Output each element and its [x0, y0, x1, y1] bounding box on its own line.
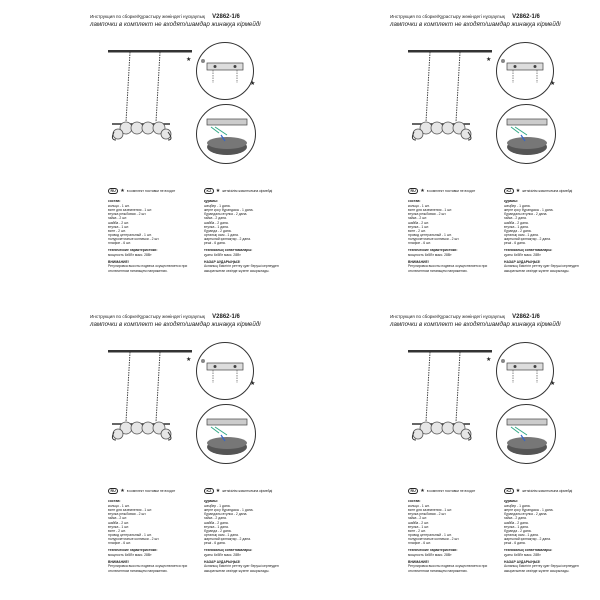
- sheet-header: [90, 14, 295, 27]
- parts-list-item: реші - 6 дана.: [204, 241, 226, 246]
- ru-note: в комплект поставки не входят: [426, 489, 476, 493]
- header-title: Инструкция по сборке/Құрастыру жөніндегі нұсқаулық: [390, 314, 505, 319]
- kz-column: [504, 188, 592, 273]
- header-subtitle: лампочки в комплект не входят/шамдар жинаққа кірмейді: [90, 320, 261, 328]
- kz-section-title: құрамы:: [204, 499, 219, 504]
- header-title: Инструкция по сборке/Құрастыру жөніндегі нұсқаулық: [90, 314, 205, 319]
- parts-list-item: винт - 2 шт.: [108, 528, 126, 533]
- parts-list-item: шеңбер - 1 дана.: [204, 504, 231, 509]
- parts-list-item: гайка - 2 дана.: [504, 216, 527, 221]
- parts-list-item: втулка - 1 дана.: [204, 224, 229, 229]
- kz-column: [504, 488, 592, 573]
- header-subtitle: лампочки в комплект не входят/шамдар жинаққа кірмейді: [390, 20, 561, 28]
- ru-section-title: состав:: [108, 499, 121, 504]
- kz-parts-list: [504, 504, 592, 545]
- parts-list-item: жартылай қалпақтар - 2 дана.: [504, 236, 551, 241]
- star-icon: ★: [215, 188, 221, 195]
- ru-badge: RU: [408, 488, 418, 494]
- kz-column: [204, 188, 292, 273]
- kz-warning-title: НАЗАР АУДАРЫҢЫЗ!: [504, 260, 541, 265]
- parts-list-item: полурозеточные колпачки - 2 шт.: [108, 236, 160, 241]
- mounting-bracket-detail: [196, 342, 254, 400]
- parts-list-item: жерге қосу бұрандасы - 1 дана.: [204, 208, 254, 213]
- parts-list-item: провод центральный - 1 шт.: [108, 532, 152, 537]
- parts-list-item: гайка - 2 шт.: [408, 516, 428, 521]
- ru-note: в комплект поставки не входят: [126, 189, 176, 193]
- parts-list-item: плафон - 6 шт.: [408, 541, 431, 546]
- star-marker-icon: ★: [186, 357, 192, 363]
- kz-note: жеткізілім жиынтығына кірмейді: [522, 189, 573, 193]
- ru-warning-text: Регулировка высоты подвеса осуществляется при отключенном питающем напряжении.: [408, 564, 488, 573]
- parts-list-item: шайба - 2 шт.: [108, 520, 129, 525]
- parts-list-item: бұрандалы втулка - 2 дана.: [504, 212, 548, 217]
- parts-list-item: втулка - 1 шт.: [408, 524, 430, 529]
- parts-list-item: втулка - 1 дана.: [504, 524, 529, 529]
- ru-note: в комплект поставки не входят: [126, 489, 176, 493]
- ru-column: [408, 488, 496, 573]
- parts-list-item: шайба - 2 дана.: [204, 520, 229, 525]
- ru-column: [108, 188, 196, 273]
- parts-list-item: гайка - 2 шт.: [108, 516, 128, 521]
- parts-list-item: жерге қосу бұрандасы - 1 дана.: [504, 508, 554, 513]
- parts-list-item: винт - 2 шт.: [408, 528, 426, 533]
- mounting-bracket-detail: [496, 42, 554, 100]
- ru-parts-list: [108, 204, 196, 245]
- parts-list-item: провод центральный - 1 шт.: [108, 232, 152, 237]
- ru-section-title: состав:: [408, 499, 421, 504]
- parts-list-item: винт для заземления - 1 шт.: [108, 208, 153, 213]
- kz-warning-text: Аспаның биіктігін реттеу қуат беруші кернеуден ажыратылған кезінде жүзеге асырылады.: [504, 564, 579, 573]
- parts-list-item: шайба - 2 дана.: [504, 520, 529, 525]
- chandelier-illustration: [400, 40, 500, 180]
- canopy-assembly-detail: [196, 104, 256, 164]
- parts-list-item: полурозеточные колпачки - 2 шт.: [108, 536, 160, 541]
- ru-spec-value: мощность 6х5Вт макс. 28Вт: [408, 253, 452, 258]
- parts-list-item: втулка - 1 шт.: [408, 224, 430, 229]
- model-number: V2862-1/6: [512, 14, 540, 20]
- parts-list-item: бұранда - 2 дана.: [504, 228, 532, 233]
- kz-warning-title: НАЗАР АУДАРЫҢЫЗ!: [504, 560, 541, 565]
- ru-parts-list: [408, 504, 496, 545]
- parts-list-item: бұранда - 2 дана.: [504, 528, 532, 533]
- parts-list-item: полурозеточные колпачки - 2 шт.: [408, 236, 460, 241]
- parts-list-item: реші - 6 дана.: [204, 541, 226, 546]
- header-subtitle: лампочки в комплект не входят/шамдар жинаққа кірмейді: [390, 320, 561, 328]
- kz-note: жеткізілім жиынтығына кірмейді: [222, 489, 273, 493]
- parts-list-item: винт - 2 шт.: [408, 228, 426, 233]
- ru-section-title: состав:: [108, 199, 121, 204]
- ru-spec-title: технические характеристики:: [408, 548, 458, 553]
- parts-list-item: бұрандалы втулка - 2 дана.: [504, 512, 548, 517]
- kz-column: [204, 488, 292, 573]
- sheet-header: [390, 314, 595, 327]
- ru-spec-value: мощность 6х5Вт макс. 28Вт: [108, 553, 152, 558]
- kz-warning-title: НАЗАР АУДАРЫҢЫЗ!: [204, 560, 241, 565]
- kz-badge: KZ: [204, 188, 214, 194]
- header-subtitle: лампочки в комплект не входят/шамдар жинаққа кірмейді: [90, 20, 261, 28]
- parts-list-item: жерге қосу бұрандасы - 1 дана.: [504, 208, 554, 213]
- parts-list-item: кольцо - 1 шт.: [408, 504, 430, 509]
- parts-list-item: шайба - 2 шт.: [408, 220, 429, 225]
- parts-list-item: втулка резьбовая - 2 шт.: [108, 512, 147, 517]
- mounting-bracket-detail: [196, 42, 254, 100]
- parts-list-item: втулка резьбовая - 2 шт.: [108, 212, 147, 217]
- parts-list-item: орталық сым - 1 дана.: [504, 532, 539, 537]
- kz-spec-title: техникалық сипаттамалары:: [204, 248, 253, 253]
- parts-list-item: гайка - 2 дана.: [504, 516, 527, 521]
- chandelier-illustration: [400, 340, 500, 480]
- instruction-sheet: [300, 300, 600, 600]
- parts-list-item: бұрандалы втулка - 2 дана.: [204, 512, 248, 517]
- ru-warning-title: ВНИМАНИЕ!: [408, 560, 429, 565]
- kz-warning-text: Аспаның биіктігін реттеу қуат беруші кернеуден ажыратылған кезінде жүзеге асырылады.: [504, 264, 579, 273]
- ru-badge: RU: [108, 188, 118, 194]
- parts-list-item: винт для заземления - 1 шт.: [408, 208, 453, 213]
- parts-list-item: жартылай қалпақтар - 2 дана.: [204, 536, 251, 541]
- parts-list-item: бұранда - 2 дана.: [204, 528, 232, 533]
- star-marker-icon: ★: [486, 357, 492, 363]
- kz-spec-value: қуаты 6х5Вт макс. 28Вт: [204, 553, 241, 558]
- instruction-sheet: [0, 300, 300, 600]
- parts-list-item: винт для заземления - 1 шт.: [408, 508, 453, 513]
- parts-list-item: кольцо - 1 шт.: [408, 204, 430, 209]
- instruction-sheet: [0, 0, 300, 300]
- parts-list-item: гайка - 2 дана.: [204, 516, 227, 521]
- kz-spec-value: қуаты 6х5Вт макс. 28Вт: [204, 253, 241, 258]
- parts-list-item: винт - 2 шт.: [108, 228, 126, 233]
- parts-list-item: втулка - 1 дана.: [204, 524, 229, 529]
- parts-list-item: гайка - 2 дана.: [204, 216, 227, 221]
- star-marker-icon: ★: [250, 81, 256, 87]
- parts-list-item: бұранда - 2 дана.: [204, 228, 232, 233]
- ru-spec-value: мощность 6х5Вт макс. 28Вт: [408, 553, 452, 558]
- parts-list-item: шеңбер - 1 дана.: [504, 504, 531, 509]
- star-icon: ★: [120, 188, 125, 195]
- star-icon: ★: [420, 188, 425, 195]
- star-icon: ★: [120, 488, 125, 495]
- parts-list-item: плафон - 6 шт.: [408, 241, 431, 246]
- star-icon: ★: [420, 488, 425, 495]
- ru-parts-list: [108, 504, 196, 545]
- kz-spec-title: техникалық сипаттамалары:: [204, 548, 253, 553]
- parts-list-item: втулка резьбовая - 2 шт.: [408, 512, 447, 517]
- sheet-header: [90, 314, 295, 327]
- parts-list-item: провод центральный - 1 шт.: [408, 532, 452, 537]
- ru-spec-title: технические характеристики:: [108, 248, 158, 253]
- parts-list-item: гайка - 2 шт.: [408, 216, 428, 221]
- ru-column: [108, 488, 196, 573]
- parts-list-item: орталық сым - 1 дана.: [204, 532, 239, 537]
- canopy-assembly-detail: [496, 104, 556, 164]
- star-icon: ★: [515, 488, 521, 495]
- kz-badge: KZ: [504, 188, 514, 194]
- star-marker-icon: ★: [550, 381, 556, 387]
- canopy-assembly-detail: [496, 404, 556, 464]
- parts-list-item: провод центральный - 1 шт.: [408, 232, 452, 237]
- model-number: V2862-1/6: [212, 14, 240, 20]
- parts-list-item: бұрандалы втулка - 2 дана.: [204, 212, 248, 217]
- kz-note: жеткізілім жиынтығына кірмейді: [522, 489, 573, 493]
- star-marker-icon: ★: [486, 57, 492, 63]
- parts-list-item: шеңбер - 1 дана.: [504, 204, 531, 209]
- parts-list-item: кольцо - 1 шт.: [108, 204, 130, 209]
- star-marker-icon: ★: [550, 81, 556, 87]
- ru-column: [408, 188, 496, 273]
- parts-list-item: плафон - 6 шт.: [108, 241, 131, 246]
- parts-list-item: втулка резьбовая - 2 шт.: [408, 212, 447, 217]
- parts-list-item: гайка - 2 шт.: [108, 216, 128, 221]
- ru-spec-value: мощность 6х5Вт макс. 28Вт: [108, 253, 152, 258]
- kz-section-title: құрамы:: [204, 199, 219, 204]
- mounting-bracket-detail: [496, 342, 554, 400]
- sheet-header: [390, 14, 595, 27]
- parts-list-item: шеңбер - 1 дана.: [204, 204, 231, 209]
- kz-parts-list: [204, 504, 292, 545]
- ru-warning-title: ВНИМАНИЕ!: [108, 560, 129, 565]
- parts-list-item: орталық сым - 1 дана.: [504, 232, 539, 237]
- kz-warning-title: НАЗАР АУДАРЫҢЫЗ!: [204, 260, 241, 265]
- chandelier-illustration: [100, 340, 200, 480]
- parts-list-item: полурозеточные колпачки - 2 шт.: [408, 536, 460, 541]
- parts-list-item: жартылай қалпақтар - 2 дана.: [504, 536, 551, 541]
- ru-spec-title: технические характеристики:: [408, 248, 458, 253]
- kz-badge: KZ: [504, 488, 514, 494]
- header-title: Инструкция по сборке/Құрастыру жөніндегі нұсқаулық: [90, 14, 205, 19]
- kz-parts-list: [504, 204, 592, 245]
- ru-section-title: состав:: [408, 199, 421, 204]
- parts-list-item: втулка - 1 дана.: [504, 224, 529, 229]
- model-number: V2862-1/6: [512, 314, 540, 320]
- model-number: V2862-1/6: [212, 314, 240, 320]
- instruction-sheet: [300, 0, 600, 300]
- kz-spec-value: қуаты 6х5Вт макс. 28Вт: [504, 553, 541, 558]
- kz-spec-title: техникалық сипаттамалары:: [504, 548, 553, 553]
- header-title: Инструкция по сборке/Құрастыру жөніндегі нұсқаулық: [390, 14, 505, 19]
- kz-parts-list: [204, 204, 292, 245]
- parts-list-item: реші - 6 дана.: [504, 541, 526, 546]
- parts-list-item: шайба - 2 дана.: [204, 220, 229, 225]
- star-marker-icon: ★: [250, 381, 256, 387]
- star-marker-icon: ★: [186, 57, 192, 63]
- parts-list-item: винт для заземления - 1 шт.: [108, 508, 153, 513]
- parts-list-item: шайба - 2 шт.: [108, 220, 129, 225]
- star-icon: ★: [515, 188, 521, 195]
- parts-list-item: втулка - 1 шт.: [108, 224, 130, 229]
- parts-list-item: жерге қосу бұрандасы - 1 дана.: [204, 508, 254, 513]
- ru-warning-title: ВНИМАНИЕ!: [408, 260, 429, 265]
- ru-parts-list: [408, 204, 496, 245]
- parts-list-item: реші - 6 дана.: [504, 241, 526, 246]
- ru-spec-title: технические характеристики:: [108, 548, 158, 553]
- kz-spec-value: қуаты 6х5Вт макс. 28Вт: [504, 253, 541, 258]
- ru-badge: RU: [108, 488, 118, 494]
- ru-note: в комплект поставки не входят: [426, 189, 476, 193]
- star-icon: ★: [215, 488, 221, 495]
- ru-badge: RU: [408, 188, 418, 194]
- ru-warning-text: Регулировка высоты подвеса осуществляется при отключенном питающем напряжении.: [108, 564, 188, 573]
- kz-warning-text: Аспаның биіктігін реттеу қуат беруші кернеуден ажыратылған кезінде жүзеге асырылады.: [204, 564, 279, 573]
- kz-badge: KZ: [204, 488, 214, 494]
- ru-warning-text: Регулировка высоты подвеса осуществляется при отключенном питающем напряжении.: [108, 264, 188, 273]
- parts-list-item: плафон - 6 шт.: [108, 541, 131, 546]
- kz-warning-text: Аспаның биіктігін реттеу қуат беруші кернеуден ажыратылған кезінде жүзеге асырылады.: [204, 264, 279, 273]
- parts-list-item: шайба - 2 дана.: [504, 220, 529, 225]
- kz-note: жеткізілім жиынтығына кірмейді: [222, 189, 273, 193]
- parts-list-item: шайба - 2 шт.: [408, 520, 429, 525]
- ru-warning-text: Регулировка высоты подвеса осуществляется при отключенном питающем напряжении.: [408, 264, 488, 273]
- canopy-assembly-detail: [196, 404, 256, 464]
- parts-list-item: кольцо - 1 шт.: [108, 504, 130, 509]
- parts-list-item: жартылай қалпақтар - 2 дана.: [204, 236, 251, 241]
- parts-list-item: орталық сым - 1 дана.: [204, 232, 239, 237]
- chandelier-illustration: [100, 40, 200, 180]
- parts-list-item: втулка - 1 шт.: [108, 524, 130, 529]
- kz-spec-title: техникалық сипаттамалары:: [504, 248, 553, 253]
- kz-section-title: құрамы:: [504, 499, 519, 504]
- kz-section-title: құрамы:: [504, 199, 519, 204]
- ru-warning-title: ВНИМАНИЕ!: [108, 260, 129, 265]
